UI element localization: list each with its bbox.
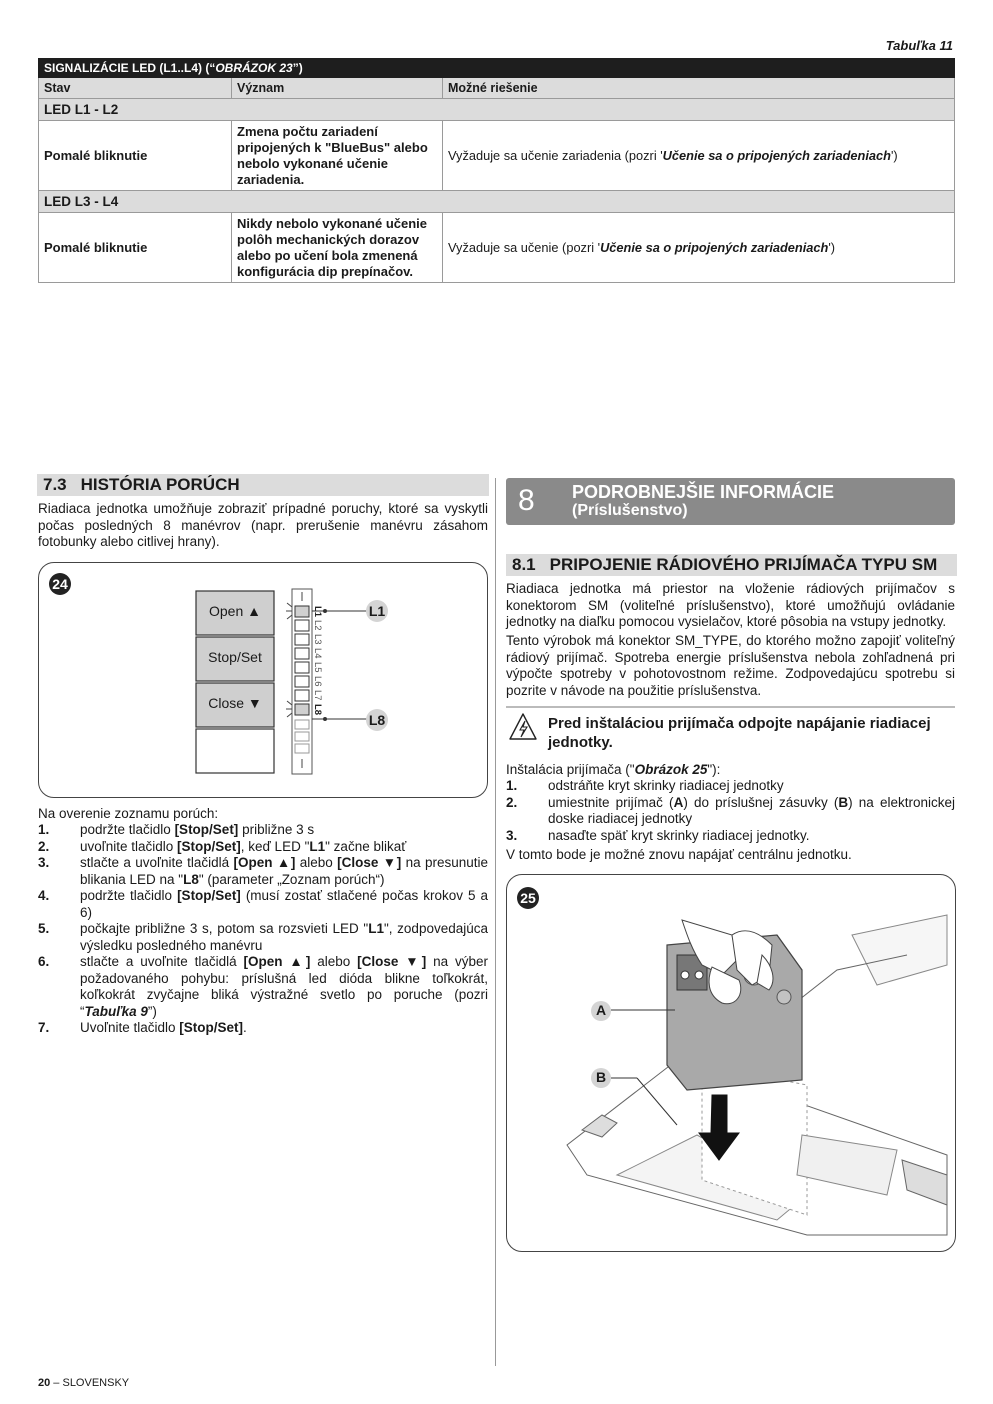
closing-text: V tomto bode je možné znovu napájať centrálnu jednotku. [506, 847, 852, 862]
page-footer [38, 1377, 129, 1389]
figure-25 [506, 874, 956, 1252]
cell-riesenie: Vyžaduje sa učenie zariadenia (pozri 'Učenie sa o pripojených zariadeniach') [443, 121, 955, 191]
open-button-label: Open ▲ [209, 603, 261, 619]
step-text: B [838, 794, 849, 810]
col-header-vyznam: Význam [232, 78, 443, 99]
led-l1 [295, 606, 309, 617]
step-item [38, 954, 488, 1020]
table-title: SIGNALIZÁCIE LED (L1..L4) (“OBRÁZOK 23”) [39, 59, 955, 78]
step-text: [Stop/Set] [174, 822, 239, 837]
step-text: Tabuľka 9 [84, 1003, 148, 1019]
step-number: 2. [506, 794, 518, 810]
led-labels [311, 605, 323, 717]
label-a: A [595, 1002, 607, 1018]
led-label: L5 [312, 662, 323, 673]
install-intro: Inštalácia prijímača ("Obrázok 25"): [506, 762, 721, 777]
step-text: alebo [310, 954, 358, 969]
step-text: [Open ▲] [243, 954, 311, 969]
step-text: uvoľnite tlačidlo [80, 838, 177, 854]
step-text: stlačte a uvoľnite tlačidlá [80, 954, 244, 969]
warning-text: Pred inštaláciou prijímača odpojte napájanie riadiacej jednotky. [548, 715, 931, 751]
step-item [506, 795, 955, 828]
step-text: nasaďte späť kryt skrinky riadiacej jednotky. [548, 827, 810, 843]
step-number: 5. [38, 921, 50, 936]
cell-vyznam: Nikdy nebolo vykonané učenie polôh mechanických dorazov alebo po učení bola zmenená konfigurácia dip prepínačov. [232, 213, 443, 283]
led-signal-table [38, 58, 955, 283]
callout-l1: L1 [368, 603, 386, 619]
section-number: 7.3 [43, 475, 67, 494]
column-divider [495, 478, 496, 1366]
step-text: ", zodpovedajúca výsledku posledného manévru [80, 921, 488, 953]
stopset-button-label: Stop/Set [208, 649, 262, 665]
col-header-riesenie: Možné riešenie [443, 78, 955, 99]
step-item [38, 839, 488, 856]
step-text: umiestnite prijímač ( [548, 794, 674, 810]
step-item [506, 828, 955, 845]
step-text: L1 [368, 921, 384, 936]
figure-badge: 24 [49, 573, 71, 595]
step-text: [Stop/Set] [177, 888, 241, 903]
section-number: 8.1 [512, 555, 536, 574]
blank-button-shape [196, 729, 274, 773]
led-l6 [295, 676, 309, 687]
step-text: na výber požadovaného pohybu: príslušná led dióda blikne toľkokrát, koľkokrát zvyčajne bliká výstražné svetlo po poruche (pozri “ [80, 954, 488, 1019]
step-item [506, 778, 955, 795]
led-l4 [295, 648, 309, 659]
led-label: L3 [312, 634, 323, 645]
step-number: 4. [38, 888, 50, 903]
step-text: L1 [309, 838, 326, 854]
table-row [39, 121, 955, 191]
cell-stav: Pomalé bliknutie [39, 121, 232, 191]
led-l3 [295, 634, 309, 645]
led-l8 [295, 704, 309, 715]
section-heading-8-1 [506, 554, 957, 576]
section-title: HISTÓRIA PORÚCH [80, 475, 240, 494]
step-text: na presunutie blikania LED na " [80, 855, 488, 887]
warning-rule [506, 706, 955, 708]
step-number: 1. [506, 778, 518, 793]
step-text: , keď LED " [240, 838, 310, 854]
step-text: . [242, 1020, 247, 1035]
led-l2 [295, 620, 309, 631]
step-number: 2. [38, 838, 50, 854]
step-text: podržte tlačidlo [80, 822, 175, 837]
chapter-number: 8 [518, 484, 535, 517]
led-label: L1 [312, 606, 323, 618]
step-text: L8 [183, 871, 199, 887]
group-label: LED L1 - L2 [39, 99, 955, 121]
step-number: 7. [38, 1020, 50, 1035]
step-text: počkajte približne 3 s, potom sa rozsvieti LED " [80, 921, 369, 936]
step-text: podržte tlačidlo [80, 888, 178, 903]
step-number: 1. [38, 822, 50, 837]
step-number: 3. [506, 827, 518, 843]
close-button-label: Close ▼ [208, 695, 262, 711]
cell-riesenie: Vyžaduje sa učenie (pozri 'Učenie sa o pripojených zariadeniach') [443, 213, 955, 283]
cell-vyznam: Zmena počtu zariadení pripojených k "BlueBus" alebo nebolo vykonané učenie zariadenia. [232, 121, 443, 191]
electric-warning-icon [508, 712, 538, 742]
section-title: PRIPOJENIE RÁDIOVÉHO PRIJÍMAČA TYPU SM [549, 555, 938, 574]
receiver-installation-drawing [507, 875, 955, 1251]
step-text: (musí zostať stlačené počas krokov 5 a 6) [80, 888, 488, 920]
step-text: ”) [147, 1003, 157, 1019]
step-text: Uvoľnite tlačidlo [80, 1020, 180, 1035]
step-item [38, 921, 488, 954]
table-caption: Tabuľka 11 [885, 38, 953, 53]
page-number: 20 [38, 1377, 51, 1389]
callout-l8: L8 [368, 712, 386, 728]
step-item [38, 855, 488, 888]
step-text: ) na elektronickej doske riadiacej jednotky [548, 794, 955, 826]
step-text: približne 3 s [238, 822, 315, 837]
check-intro: Na overenie zoznamu porúch: [38, 806, 219, 821]
step-text: [Close ▼] [357, 954, 427, 969]
led-label: L2 [312, 620, 323, 631]
step-text: " začne blikať [325, 838, 407, 854]
step-item [38, 822, 488, 839]
led-label: L8 [312, 704, 323, 716]
footer-language: – SLOVENSKY [50, 1377, 130, 1389]
paragraph-2: Tento výrobok má konektor SM_TYPE, do ktorého možno zapojiť voliteľný rádiový prijímač. Spotreba energie príslušenstva nebola zohľadnená pri výpočte spotreby v pohotovostnom režime. Zodpovedajúcu spotrebu si pozrite v návode na použitie príslušenstva. [506, 633, 955, 698]
led-label: L7 [312, 690, 323, 701]
step-text: alebo [295, 855, 338, 870]
cell-stav: Pomalé bliknutie [39, 213, 232, 283]
led-l5 [295, 662, 309, 673]
step-text: [Close ▼] [337, 855, 402, 870]
step-item [38, 1020, 488, 1037]
figure-badge: 25 [517, 887, 539, 909]
label-b: B [595, 1069, 607, 1085]
section-intro: Riadiaca jednotka umožňuje zobraziť prípadné poruchy, ktoré sa vyskytli počas posledných 8 manévrov (napr. prerušenie manévru zásahom fotobunky alebo citlivej hrany). [38, 501, 488, 549]
led-l7 [295, 690, 309, 701]
control-panel-drawing [39, 563, 487, 797]
step-text: ) do príslušnej zásuvky ( [683, 794, 839, 810]
step-text: [Stop/Set] [179, 1020, 243, 1035]
chapter-header [506, 478, 955, 525]
chapter-subtitle: (Príslušenstvo) [572, 502, 688, 519]
group-label: LED L3 - L4 [39, 191, 955, 213]
paragraph-1: Riadiaca jednotka má priestor na vloženie rádiových prijímačov s konektorom SM (voliteľné príslušenstvo), ktoré umožňujú ovládanie jednotky na diaľku pomocou vysielačov, ktoré pôsobia na vstupy jednotky. [506, 581, 955, 629]
table-row [39, 213, 955, 283]
step-number: 3. [38, 855, 50, 870]
step-item [38, 888, 488, 921]
led-label: L4 [312, 648, 323, 659]
step-text: " (parameter „Zoznam porúch“) [198, 871, 385, 887]
step-text: stlačte a uvoľnite tlačidlá [80, 855, 234, 870]
chapter-title: PODROBNEJŠIE INFORMÁCIE [572, 482, 835, 502]
step-text: [Stop/Set] [177, 838, 241, 854]
step-text: odstráňte kryt skrinky riadiacej jednotky [548, 778, 784, 793]
step-text: [Open ▲] [233, 855, 296, 870]
step-number: 6. [38, 954, 50, 969]
figure-24 [38, 562, 488, 798]
section-heading-7-3 [37, 474, 489, 496]
step-text: A [673, 794, 684, 810]
led-label: L6 [312, 676, 323, 687]
col-header-stav: Stav [39, 78, 232, 99]
fault-history-steps [38, 822, 488, 1037]
receiver-install-steps [506, 778, 955, 844]
